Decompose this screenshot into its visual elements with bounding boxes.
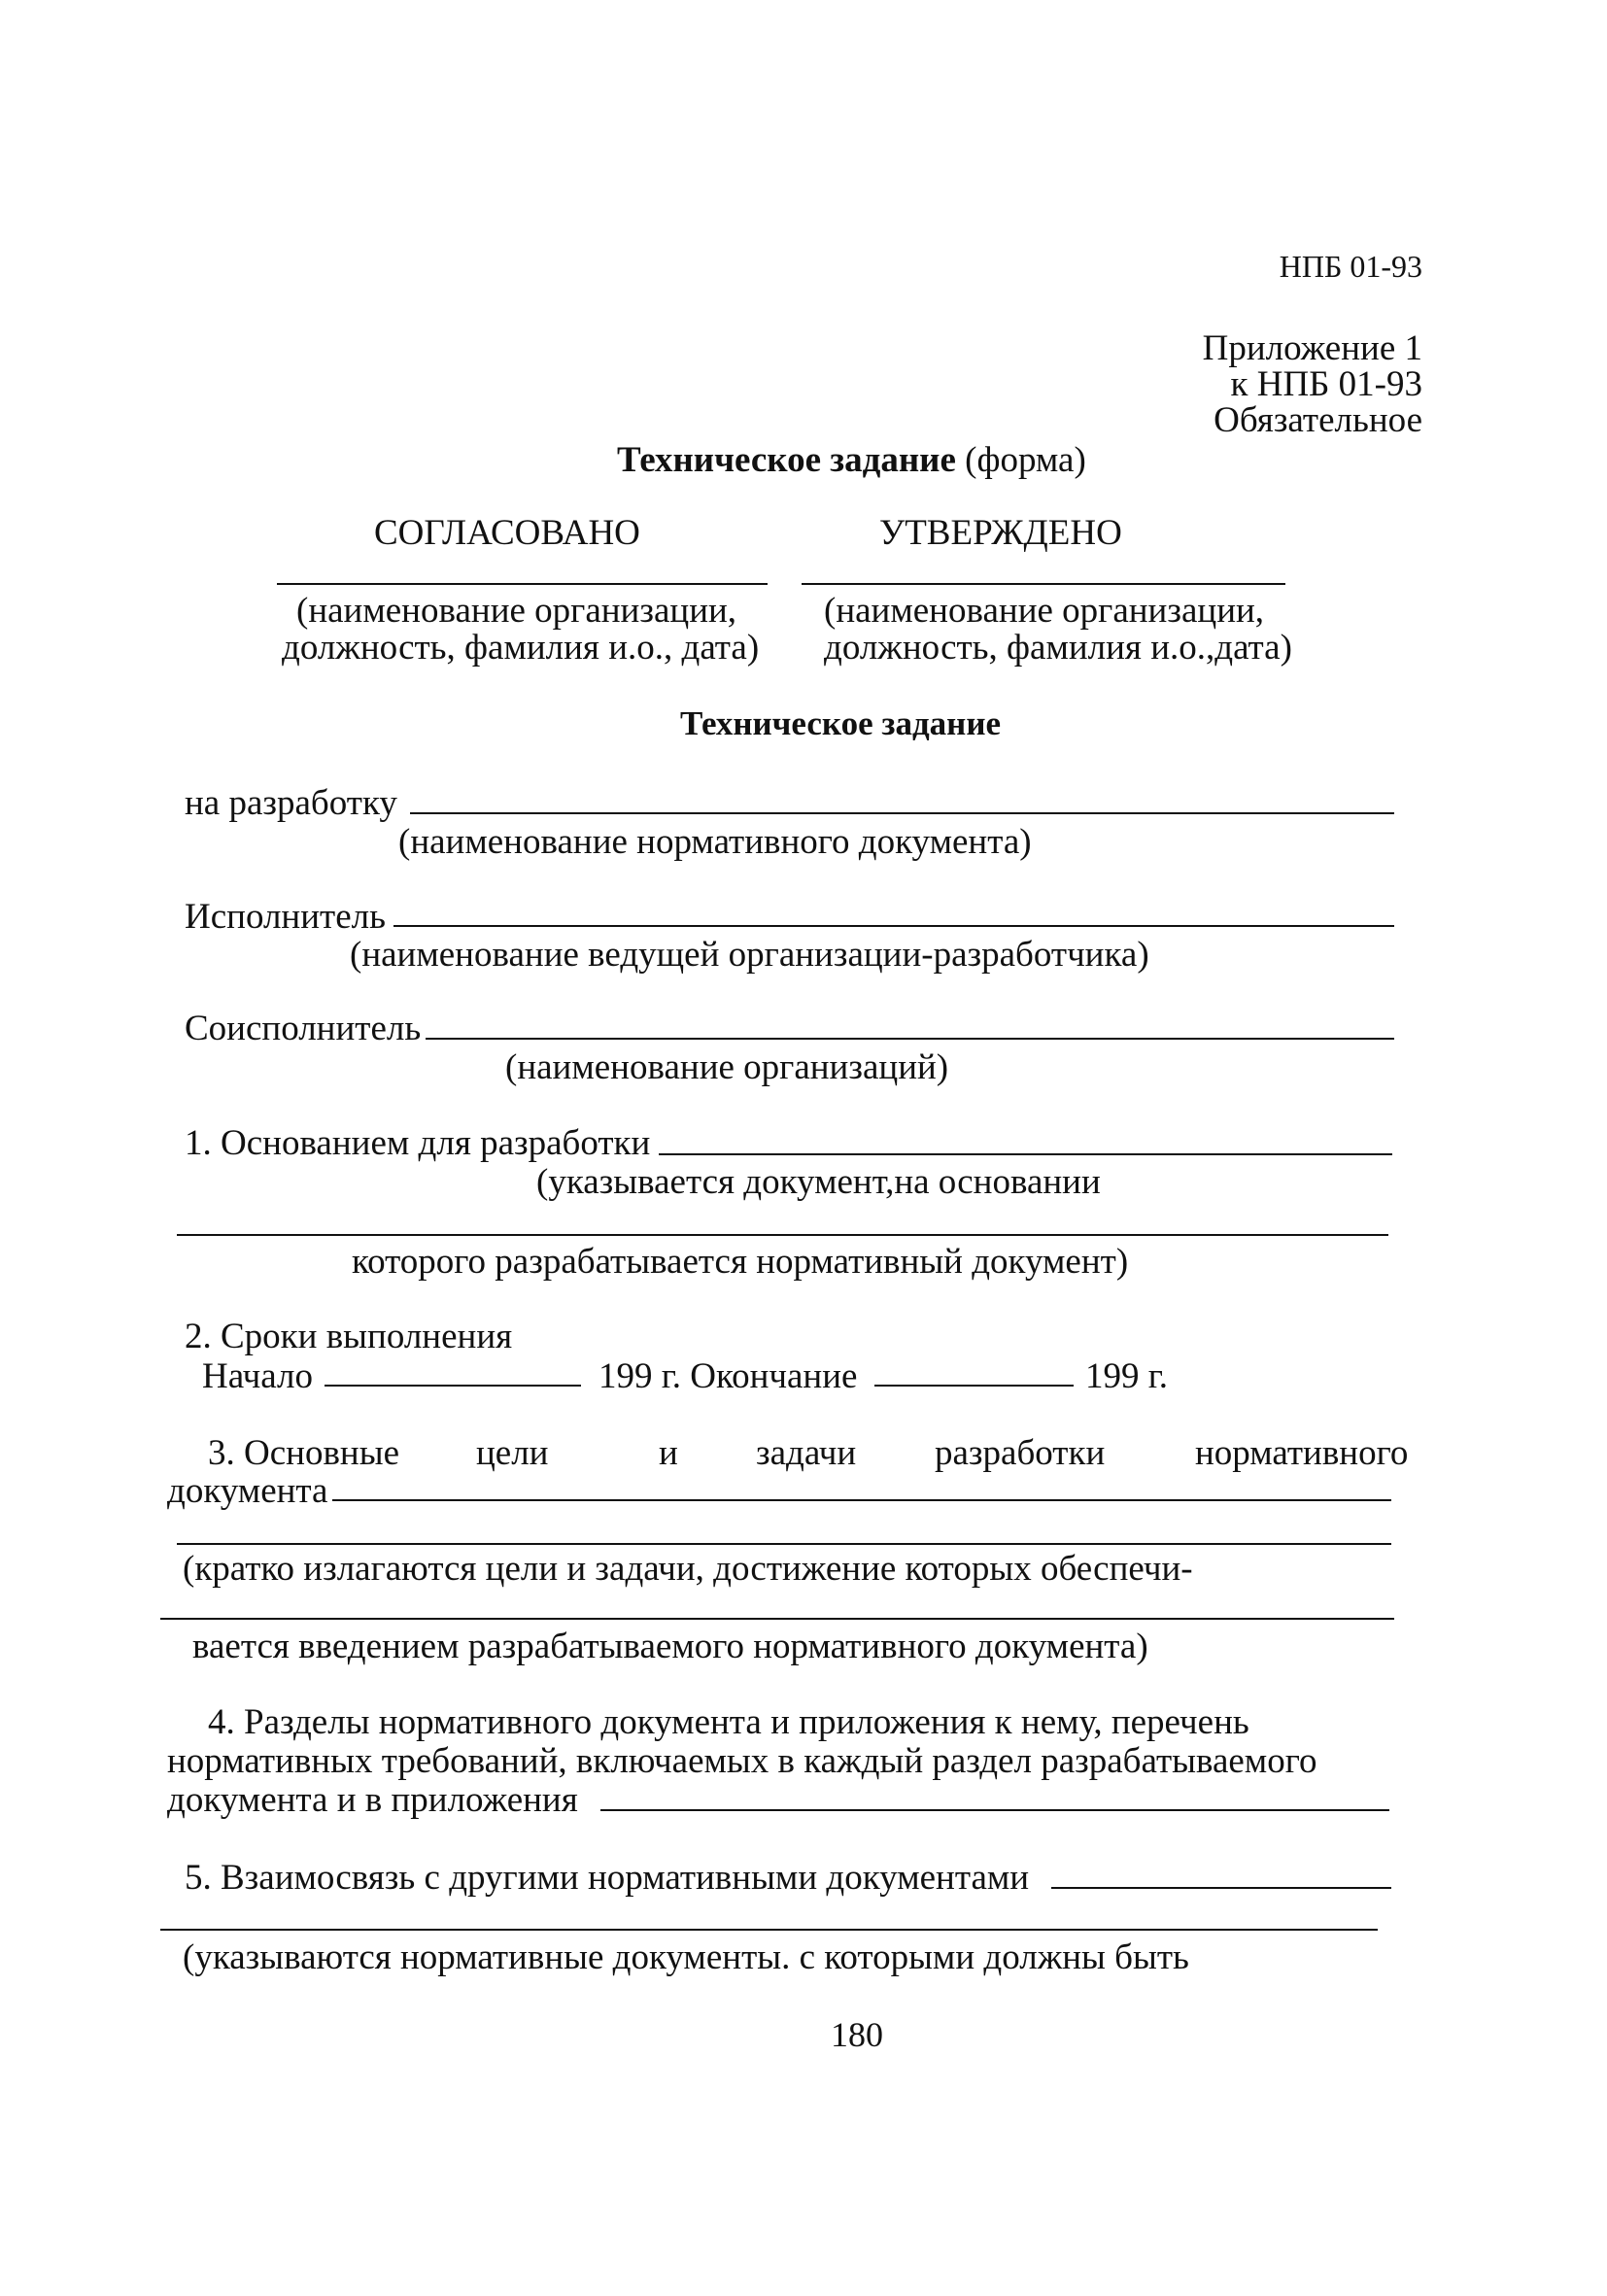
- item3-caption-part1: (кратко излагаются цели и задачи, достижение которых обеспечи-: [183, 1549, 1193, 1589]
- development-label: на разработку: [185, 783, 397, 823]
- section-title: Техническое задание: [680, 704, 1002, 742]
- approved-caption-line2: должность, фамилия и.о.,дата): [824, 628, 1292, 668]
- item3-word-2: цели: [476, 1433, 549, 1473]
- item1-input-line-2[interactable]: [177, 1234, 1388, 1236]
- executor-input-line[interactable]: [393, 925, 1394, 927]
- item4-line2: нормативных требований, включаемых в каждый раздел разрабатываемого: [167, 1741, 1317, 1781]
- appendix-ref: к НПБ 01-93: [1230, 364, 1422, 404]
- approved-title: УТВЕРЖДЕНО: [879, 513, 1122, 553]
- form-title-bold: Техническое задание: [617, 440, 956, 480]
- item3-input-line-3[interactable]: [160, 1618, 1394, 1620]
- item2-end-input-line[interactable]: [874, 1385, 1074, 1387]
- item3-input-line[interactable]: [332, 1499, 1391, 1501]
- item4-line1: 4. Разделы нормативного документа и приложения к нему, перечень: [208, 1702, 1249, 1742]
- agreed-signature-line: [277, 583, 768, 585]
- agreed-caption-line2: должность, фамилия и.о., дата): [282, 628, 760, 668]
- item3-word-4: задачи: [756, 1433, 857, 1473]
- item2-start-input-line[interactable]: [325, 1385, 581, 1387]
- doc-code: НПБ 01-93: [1279, 249, 1422, 284]
- item1-caption-part2: которого разрабатывается нормативный документ): [352, 1242, 1129, 1282]
- item1-input-line[interactable]: [659, 1153, 1392, 1155]
- item3-input-line-2[interactable]: [177, 1543, 1391, 1545]
- coexecutor-caption: (наименование организаций): [505, 1047, 949, 1087]
- item3-caption-part2: вается введением разрабатываемого нормативного документа): [192, 1627, 1148, 1666]
- agreed-title: СОГЛАСОВАНО: [374, 513, 640, 553]
- item2-label: 2. Сроки выполнения: [185, 1317, 513, 1356]
- item3-word-6: нормативного: [1195, 1433, 1409, 1473]
- item5-input-line-2[interactable]: [160, 1929, 1378, 1931]
- coexecutor-label: Соисполнитель: [185, 1009, 422, 1048]
- item2-end-year: 199 г.: [1085, 1356, 1169, 1396]
- item4-line3: документа и в приложения: [167, 1780, 578, 1820]
- form-title-suffix: (форма): [965, 440, 1086, 480]
- appendix-status: Обязательное: [1214, 400, 1422, 440]
- form-title: [617, 442, 1086, 478]
- development-input-line[interactable]: [410, 812, 1394, 814]
- item3-word-5: разработки: [935, 1433, 1106, 1473]
- development-caption: (наименование нормативного документа): [398, 822, 1032, 862]
- item3-word-3: и: [659, 1433, 678, 1473]
- appendix-title: Приложение 1: [1202, 328, 1422, 368]
- executor-label: Исполнитель: [185, 897, 386, 937]
- approved-caption-line1: (наименование организации,: [824, 591, 1265, 631]
- item2-start-label: Начало: [202, 1356, 313, 1396]
- coexecutor-input-line[interactable]: [426, 1038, 1394, 1040]
- item4-input-line[interactable]: [600, 1809, 1389, 1811]
- executor-caption: (наименование ведущей организации-разработчика): [350, 935, 1149, 975]
- page-number: 180: [831, 2015, 883, 2054]
- item1-label: 1. Основанием для разработки: [185, 1123, 651, 1163]
- item2-start-year: 199 г. Окончание: [598, 1356, 858, 1396]
- approved-signature-line: [802, 583, 1285, 585]
- item3-word-1: 3. Основные: [208, 1433, 399, 1473]
- agreed-caption-line1: (наименование организации,: [296, 591, 737, 631]
- item5-input-line[interactable]: [1051, 1887, 1391, 1889]
- item1-caption-part1: (указывается документ,на основании: [536, 1162, 1101, 1202]
- item3-label-line2: документа: [167, 1471, 328, 1511]
- item5-label: 5. Взаимосвязь с другими нормативными документами: [185, 1858, 1030, 1898]
- item5-caption: (указываются нормативные документы. с которыми должны быть: [183, 1937, 1189, 1977]
